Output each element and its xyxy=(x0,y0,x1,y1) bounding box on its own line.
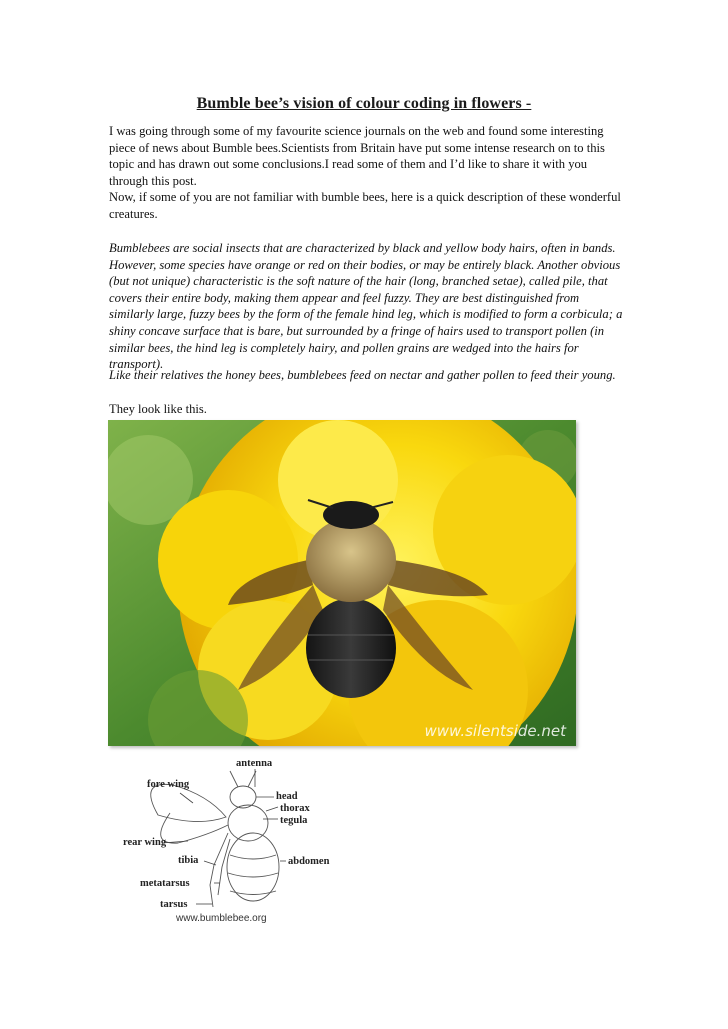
label-tegula: tegula xyxy=(280,815,308,826)
label-abdomen: abdomen xyxy=(288,856,330,867)
closing-line: They look like this. xyxy=(109,402,207,416)
diagram-credit: www.bumblebee.org xyxy=(176,913,267,924)
bumblebee-photo xyxy=(108,420,576,746)
page-title: Bumble bee’s vision of colour coding in flowers - xyxy=(196,95,532,112)
label-antenna: antenna xyxy=(236,758,273,769)
intro-paragraph: I was going through some of my favourite science journals on the web and found some interesting piece of news about Bumble bees.Scientists from Britain have put some intense research on to this topic and has drawn out some conclusions.I read some of them and I’d like to share it with you through this post. xyxy=(109,124,605,188)
label-tarsus: tarsus xyxy=(160,899,188,910)
label-head: head xyxy=(276,791,298,802)
label-thorax: thorax xyxy=(280,803,310,814)
bumblebee-description: Bumblebees are social insects that are characterized by black and yellow body hairs, often in bands. However, some species have orange or red on their bodies, or may be entirely black. Another obvious (but not unique) characteristic is the soft nature of the hair (long, branched setae), called pile, that covers their entire body, making them appear and feel fuzzy. They are best distinguished from similarly large, fuzzy bees by the form of the female hind leg, which is modified to form a corbicula; a shiny concave surface that is bare, but surrounded by a fringe of hairs used to transport pollen (in similar bees, the hind leg is completely hairy, and pollen grains are wedged into the hairs for transport). xyxy=(109,241,623,372)
label-fore-wing: fore wing xyxy=(147,779,190,790)
label-metatarsus: metatarsus xyxy=(140,878,190,889)
label-rear-wing: rear wing xyxy=(123,837,167,848)
diet-paragraph: Like their relatives the honey bees, bumblebees feed on nectar and gather pollen to feed their young. xyxy=(109,368,616,382)
bee-anatomy-diagram xyxy=(118,755,348,930)
familiar-paragraph: Now, if some of you are not familiar with bumble bees, here is a quick description of these wonderful creatures. xyxy=(109,190,621,221)
label-tibia: tibia xyxy=(178,855,199,866)
photo-watermark: www.silentside.net xyxy=(424,722,566,740)
